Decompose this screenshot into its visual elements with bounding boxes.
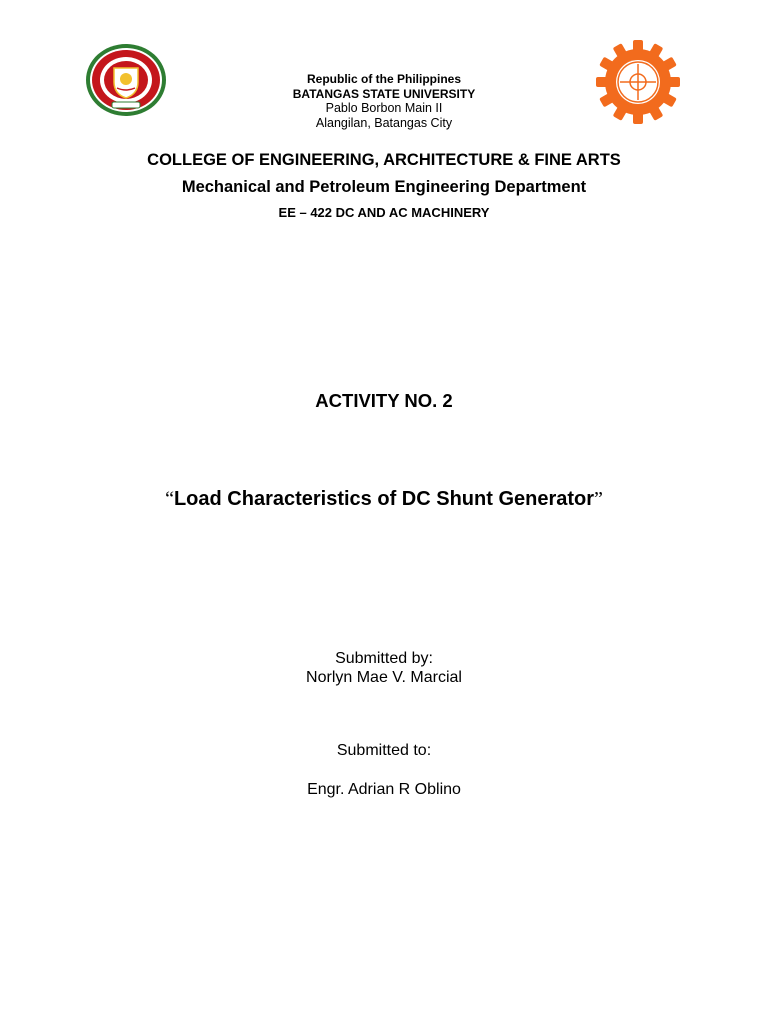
engineering-gear-icon: [596, 40, 680, 124]
course-code: EE – 422 DC AND AC MACHINERY: [278, 205, 490, 220]
address-line: Alangilan, Batangas City: [315, 115, 453, 130]
campus-line: Pablo Borbon Main II: [325, 101, 443, 115]
submitted-by-block: [0, 649, 768, 687]
university-header: [184, 72, 584, 130]
title-text: Load Characteristics of DC Shunt Generator: [173, 488, 595, 510]
submitted-by-name: Norlyn Mae V. Marcial: [306, 669, 462, 686]
university-name: BATANGAS STATE UNIVERSITY: [292, 86, 476, 101]
republic-line: Republic of the Philippines: [306, 72, 461, 86]
activity-number: ACTIVITY NO. 2: [315, 390, 453, 411]
university-seal-icon: [84, 42, 168, 118]
activity-title: [0, 486, 768, 512]
department-name: Mechanical and Petroleum Engineering Department: [181, 178, 587, 196]
close-quote: ”: [594, 488, 603, 510]
submitted-by-label: Submitted by:: [335, 650, 433, 667]
open-quote: “: [165, 488, 174, 510]
college-name: COLLEGE OF ENGINEERING, ARCHITECTURE & FINE ARTS: [147, 151, 621, 169]
submitted-to-name: Engr. Adrian R Oblino: [307, 781, 461, 798]
submitted-to-label: Submitted to:: [336, 742, 432, 759]
